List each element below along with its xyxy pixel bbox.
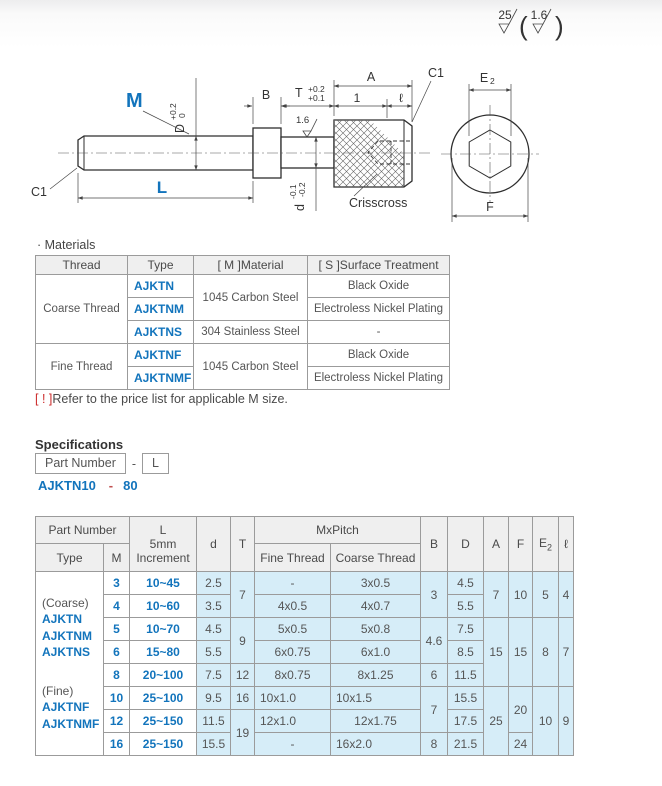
svg-text:D: D	[173, 123, 187, 133]
crisscross-label: Crisscross	[349, 196, 408, 210]
dim-label-f: F	[486, 200, 494, 214]
spec-cell-l: 15~80	[130, 641, 197, 664]
spec-cell-m: 8	[104, 664, 130, 687]
spec-header-big-d: D	[448, 517, 484, 572]
type-group	[42, 595, 103, 661]
materials-cell-material: 1045 Carbon Steel	[194, 344, 308, 390]
spec-cell-big_d: 21.5	[448, 733, 484, 756]
materials-cell-surface: Electroless Nickel Plating	[308, 298, 450, 321]
spec-cell-ell: 4	[559, 572, 574, 618]
type-name: AJKTNM	[42, 628, 92, 643]
spec-cell-coarse: 6x1.0	[331, 641, 421, 664]
type-name: AJKTN	[42, 612, 83, 627]
spec-cell-l: 25~100	[130, 687, 197, 710]
spec-header-fine: Fine Thread	[255, 544, 331, 572]
example-part: AJKTN10	[38, 478, 96, 493]
spec-cell-d: 15.5	[197, 733, 231, 756]
svg-text:0: 0	[177, 113, 187, 118]
spec-cell-big_d: 8.5	[448, 641, 484, 664]
spec-header-a: A	[484, 517, 509, 572]
materials-header-type: Type	[128, 256, 194, 275]
svg-text:+0.2: +0.2	[168, 103, 178, 120]
spec-cell-d: 2.5	[197, 572, 231, 595]
materials-cell-material: 1045 Carbon Steel	[194, 275, 308, 321]
dim-t-tol-upper: +0.2	[308, 84, 325, 94]
spec-cell-l: 10~60	[130, 595, 197, 618]
dim-label-m: M	[126, 90, 143, 112]
spec-cell-l: 10~70	[130, 618, 197, 641]
spec-cell-big_d: 15.5	[448, 687, 484, 710]
spec-header-mxpitch: MxPitch	[255, 517, 421, 544]
spec-cell-d: 7.5	[197, 664, 231, 687]
dim-label-e2-sub: 2	[490, 76, 495, 86]
spec-cell-fine: 4x0.5	[255, 595, 331, 618]
spec-cell-m: 12	[104, 710, 130, 733]
spec-row	[36, 572, 574, 595]
spec-header-ell: ℓ	[559, 517, 574, 572]
roughness-secondary-value: 1.6	[530, 8, 548, 22]
dim-label-t: T	[295, 86, 303, 100]
spec-cell-e2: 8	[533, 618, 559, 687]
materials-cell-surface: -	[308, 321, 450, 344]
dim-label-one: 1	[353, 91, 361, 105]
dim-label-ell: ℓ	[399, 91, 403, 105]
roughness-spec	[498, 8, 563, 41]
materials-cell-surface: Black Oxide	[308, 344, 450, 367]
spec-cell-a: 25	[484, 687, 509, 756]
spec-cell-d: 4.5	[197, 618, 231, 641]
spec-header-t: T	[231, 517, 255, 572]
materials-row	[36, 344, 450, 367]
spec-header-coarse: Coarse Thread	[331, 544, 421, 572]
spec-cell-e2: 5	[533, 572, 559, 618]
spec-cell-coarse: 12x1.75	[331, 710, 421, 733]
spec-cell-big_d: 11.5	[448, 664, 484, 687]
roughness-icon	[499, 24, 509, 33]
dim-label-a: A	[366, 70, 376, 84]
note-text: Refer to the price list for applicable M size.	[52, 392, 288, 406]
spec-cell-m: 5	[104, 618, 130, 641]
dim-label-e2: E	[479, 71, 489, 85]
dim-label-c1-shank: C1	[31, 185, 47, 199]
note-alert-mark: [ ! ]	[35, 392, 53, 406]
spec-cell-fine: 8x0.75	[255, 664, 331, 687]
spec-cell-d: 3.5	[197, 595, 231, 618]
spec-cell-fine: -	[255, 572, 331, 595]
spec-cell-f: 15	[509, 618, 533, 687]
materials-section-title: · Materials	[37, 238, 96, 252]
type-group	[42, 683, 103, 733]
svg-text:d: d	[293, 204, 307, 211]
spec-header-e2: $E_2$	[533, 517, 559, 572]
materials-cell-material: 304 Stainless Steel	[194, 321, 308, 344]
spec-cell-f: 10	[509, 572, 533, 618]
materials-cell-type: AJKTNMF	[128, 367, 194, 390]
spec-cell-d: 9.5	[197, 687, 231, 710]
spec-header-row-1	[36, 517, 574, 544]
spec-cell-m: 10	[104, 687, 130, 710]
spec-cell-big_d: 7.5	[448, 618, 484, 641]
materials-table	[35, 255, 450, 390]
spec-cell-b: 7	[421, 687, 448, 733]
spec-cell-b: 8	[421, 733, 448, 756]
part-number-box: Part Number	[35, 453, 126, 474]
spec-cell-t: 12	[231, 664, 255, 687]
technical-drawing	[0, 0, 662, 234]
type-group-prefix: (Fine)	[42, 683, 74, 698]
spec-cell-f: 20	[509, 687, 533, 733]
spec-cell-fine: 6x0.75	[255, 641, 331, 664]
part-number-separator: -	[131, 456, 137, 471]
materials-header-row	[36, 256, 450, 275]
spec-cell-l: 25~150	[130, 710, 197, 733]
roughness-icon	[533, 24, 543, 33]
example-value: 80	[123, 478, 138, 493]
materials-cell-type: AJKTN	[128, 275, 194, 298]
roughness-primary-value: 25	[498, 8, 512, 22]
spec-cell-m: 6	[104, 641, 130, 664]
spec-cell-coarse: 5x0.8	[331, 618, 421, 641]
spec-cell-big_d: 17.5	[448, 710, 484, 733]
spec-header-type: Type	[36, 544, 104, 572]
l-box: L	[142, 453, 169, 474]
spec-cell-l: 10~45	[130, 572, 197, 595]
spec-cell-b: 3	[421, 572, 448, 618]
spec-cell-fine: 5x0.5	[255, 618, 331, 641]
materials-cell-thread: Fine Thread	[36, 344, 128, 390]
spec-cell-a: 15	[484, 618, 509, 687]
svg-text:-0.1: -0.1	[288, 184, 298, 199]
materials-header-material: [ M ]Material	[194, 256, 308, 275]
dim-label-l: L	[156, 178, 168, 197]
materials-row	[36, 275, 450, 298]
end-view	[441, 71, 539, 222]
spec-row	[36, 687, 574, 710]
spec-cell-m: 3	[104, 572, 130, 595]
materials-cell-type: AJKTNS	[128, 321, 194, 344]
type-name: AJKTNMF	[42, 716, 100, 731]
spec-cell-ell: 9	[559, 687, 574, 756]
spec-row	[36, 618, 574, 641]
dim-label-d-lower	[288, 182, 307, 211]
spec-cell-l: 20~100	[130, 664, 197, 687]
spec-header-part-number: Part Number	[36, 517, 130, 544]
spec-cell-fine: 10x1.0	[255, 687, 331, 710]
spec-cell-m: 16	[104, 733, 130, 756]
spec-cell-coarse: 10x1.5	[331, 687, 421, 710]
spec-header-m: M	[104, 544, 130, 572]
spec-cell-b: 6	[421, 664, 448, 687]
dim-label-d-upper	[168, 103, 187, 133]
spec-cell-e2: 10	[533, 687, 559, 756]
spec-cell-coarse: 3x0.5	[331, 572, 421, 595]
materials-cell-surface: Electroless Nickel Plating	[308, 367, 450, 390]
spec-cell-coarse: 8x1.25	[331, 664, 421, 687]
part-number-format	[35, 453, 169, 474]
dim-label-c1-head: C1	[428, 66, 444, 80]
spec-cell-d: 5.5	[197, 641, 231, 664]
type-name: AJKTNF	[42, 700, 90, 715]
spec-header-b: B	[421, 517, 448, 572]
spec-cell-t: 9	[231, 618, 255, 664]
type-name: AJKTNS	[42, 645, 91, 660]
spec-type-cell	[36, 572, 104, 756]
roughness-icon	[303, 131, 311, 137]
spec-header-d: d	[197, 517, 231, 572]
spec-cell-m: 4	[104, 595, 130, 618]
spec-cell-t: 16	[231, 687, 255, 710]
materials-note	[35, 392, 288, 406]
example-separator: -	[108, 478, 114, 493]
spec-table	[35, 516, 574, 756]
spec-cell-b: 4.6	[421, 618, 448, 664]
spec-cell-fine: -	[255, 733, 331, 756]
svg-text:-0.2: -0.2	[297, 182, 307, 197]
spec-header-f: F	[509, 517, 533, 572]
spec-cell-big_d: 4.5	[448, 572, 484, 595]
spec-cell-f: 24	[509, 733, 533, 756]
spec-cell-coarse: 4x0.7	[331, 595, 421, 618]
spec-cell-d: 11.5	[197, 710, 231, 733]
dim-label-b: B	[261, 88, 271, 102]
materials-header-surface: [ S ]Surface Treatment	[308, 256, 450, 275]
spec-cell-big_d: 5.5	[448, 595, 484, 618]
spec-cell-coarse: 16x2.0	[331, 733, 421, 756]
spec-cell-l: 25~150	[130, 733, 197, 756]
spec-cell-t: 7	[231, 572, 255, 618]
type-group-prefix: (Coarse)	[42, 595, 89, 610]
spec-cell-ell: 7	[559, 618, 574, 687]
spec-cell-t: 19	[231, 710, 255, 756]
neck-finish-value: 1.6	[296, 115, 310, 126]
spec-header-l: L 5mm Increment	[130, 517, 197, 572]
spec-cell-a: 7	[484, 572, 509, 618]
materials-cell-thread: Coarse Thread	[36, 275, 128, 344]
dim-t-tol-lower: +0.1	[308, 93, 325, 103]
paren-close: )	[555, 11, 564, 41]
materials-cell-surface: Black Oxide	[308, 275, 450, 298]
paren-open: (	[519, 11, 528, 41]
materials-header-thread: Thread	[36, 256, 128, 275]
materials-cell-type: AJKTNM	[128, 298, 194, 321]
spec-cell-fine: 12x1.0	[255, 710, 331, 733]
specifications-title: Specifications	[35, 437, 124, 452]
materials-cell-type: AJKTNF	[128, 344, 194, 367]
part-number-example	[38, 478, 138, 493]
